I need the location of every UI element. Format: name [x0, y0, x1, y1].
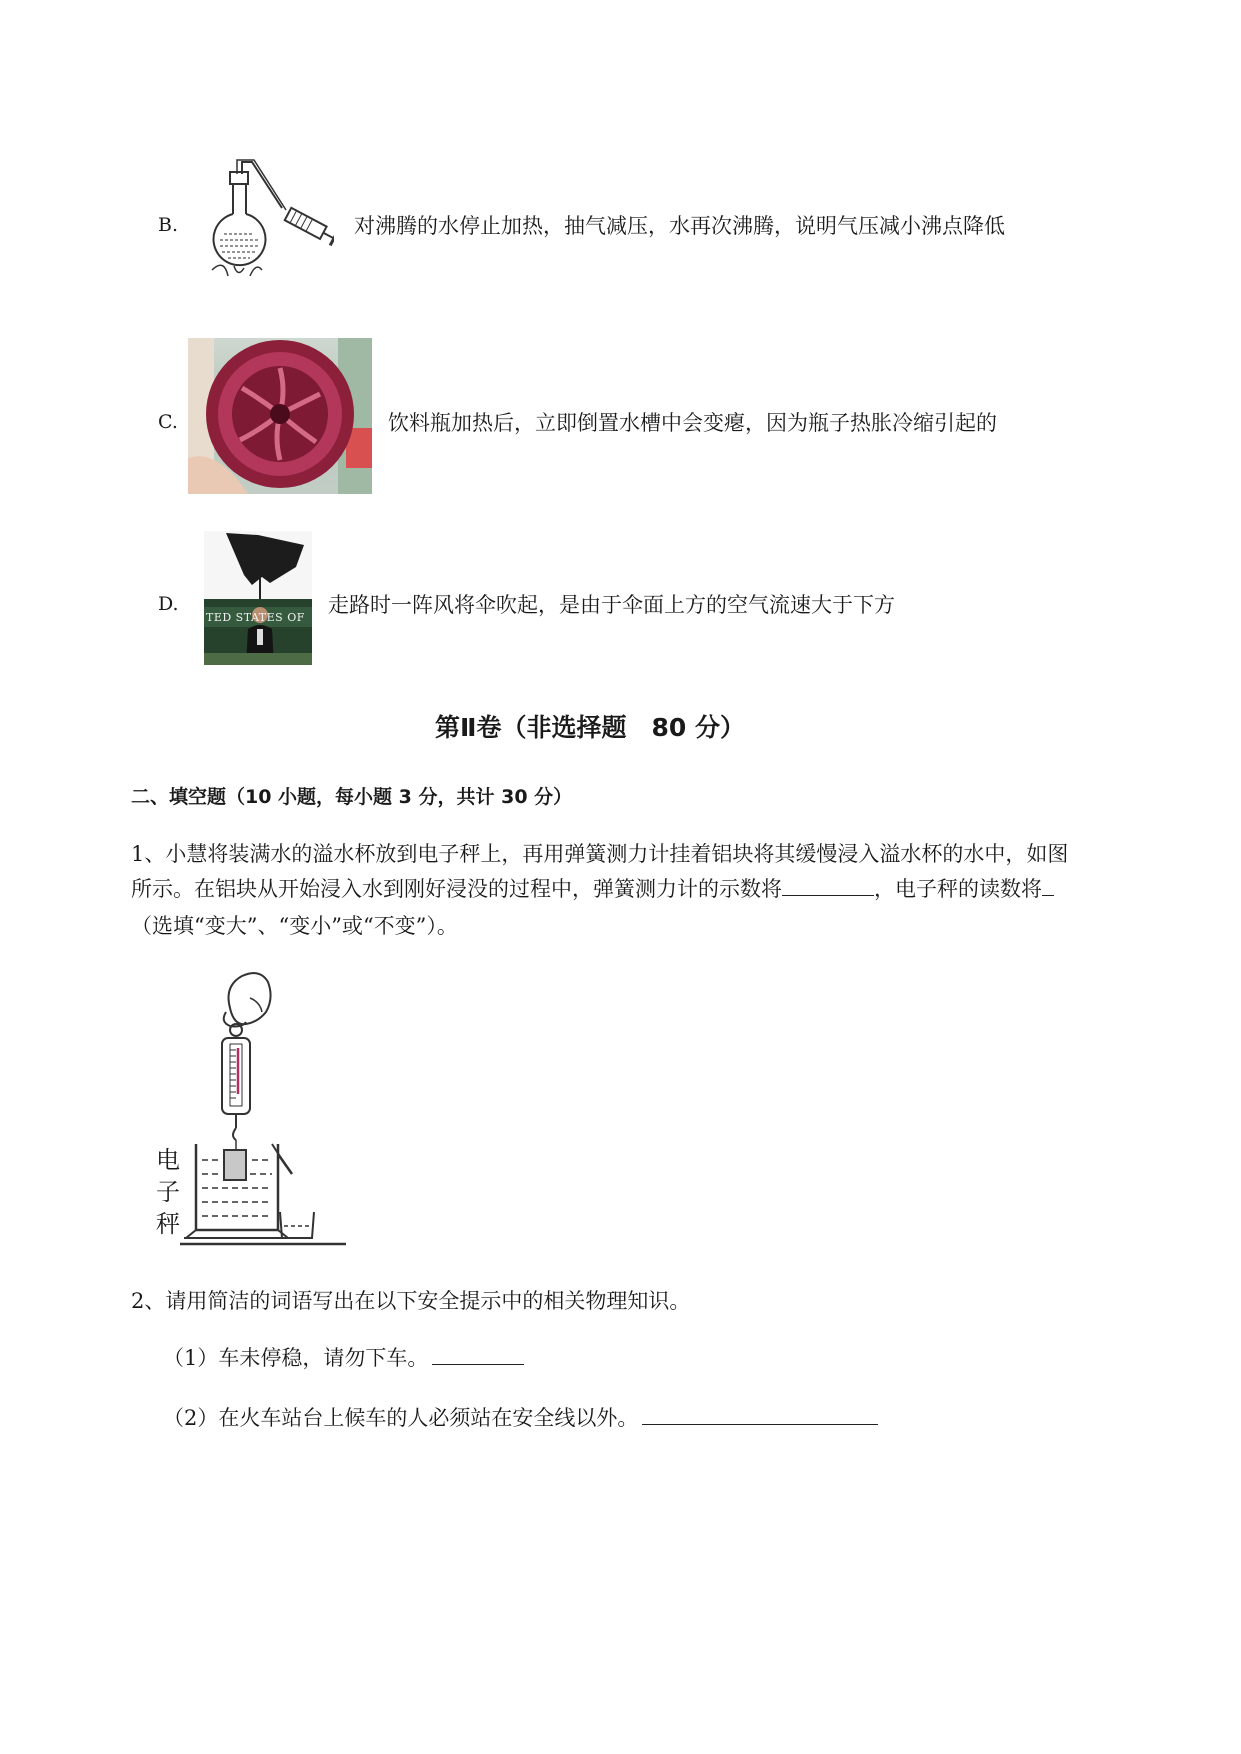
- option-d-text: 走路时一阵风将伞吹起，是由于伞面上方的空气流速大于下方: [328, 593, 895, 617]
- option-d-letter: D.: [158, 593, 179, 615]
- question-1-line-3: （选填“变大”、“变小”或“不变”）。: [131, 914, 458, 938]
- question-2-item-2: [163, 1398, 878, 1438]
- section-title: 第Ⅱ卷（非选择题 80 分）: [435, 713, 745, 742]
- flask-syringe-figure: [204, 158, 334, 288]
- question-1-line-1: 1、小慧将装满水的溢水杯放到电子秤上，再用弹簧测力计挂着铝块将其缓慢浸入溢水杯的水中，如图: [131, 842, 1069, 866]
- spring-scale-figure: [150, 968, 350, 1250]
- umbrella-photo: [204, 531, 312, 665]
- option-c-letter: C.: [158, 411, 178, 433]
- option-c-text: 饮料瓶加热后，立即倒置水槽中会变瘪，因为瓶子热胀冷缩引起的: [388, 411, 997, 435]
- answer-blank-1[interactable]: [782, 873, 874, 896]
- question-1-line-2: [131, 869, 1054, 909]
- answer-blank-4[interactable]: [642, 1402, 878, 1425]
- image-caption-text: TED STATES OF: [206, 611, 305, 624]
- part-heading: 二、填空题（10 小题，每小题 3 分，共计 30 分）: [131, 786, 573, 808]
- figure-label-cheng: 秤: [156, 1210, 180, 1238]
- option-b-text: 对沸腾的水停止加热，抽气减压，水再次沸腾，说明气压减小沸点降低: [354, 214, 1005, 238]
- figure-label-zi: 子: [156, 1178, 180, 1206]
- question-2-item-1-text: （1）车未停稳，请勿下车。: [163, 1346, 429, 1370]
- figure-label-dian: 电: [156, 1146, 180, 1174]
- question-1-line-2-part-a: 所示。在铝块从开始浸入水到刚好浸没的过程中，弹簧测力计的示数将: [131, 877, 782, 901]
- question-1-line-2-part-b: ，电子秤的读数将: [874, 877, 1042, 901]
- option-b-letter: B.: [158, 214, 179, 236]
- answer-blank-2[interactable]: [1042, 873, 1054, 896]
- answer-blank-3[interactable]: [432, 1342, 524, 1365]
- question-2-prompt: 2、请用简洁的词语写出在以下安全提示中的相关物理知识。: [131, 1289, 691, 1313]
- question-2-item-2-text: （2）在火车站台上候车的人必须站在安全线以外。: [163, 1406, 639, 1430]
- question-2-item-1: [163, 1338, 524, 1378]
- bottle-photo: [188, 338, 372, 494]
